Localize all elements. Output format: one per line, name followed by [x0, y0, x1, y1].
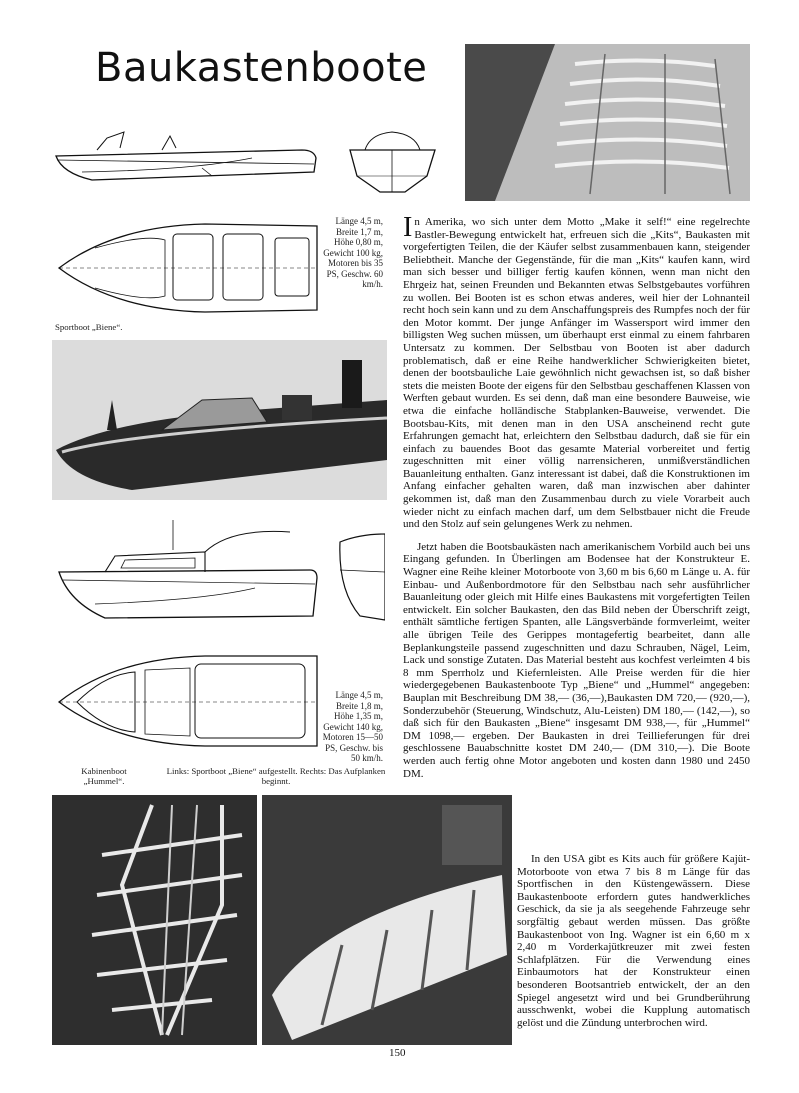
- hummel-side-profile-drawing: [55, 520, 320, 625]
- drop-cap: I: [403, 212, 413, 243]
- hummel-specs: Länge 4,5 m, Breite 1,8 m, Höhe 1,35 m, Gewicht 140 kg, Motoren 15—50 PS, Geschw. bis 50 km/h.: [322, 690, 383, 763]
- biene-specs: Länge 4,5 m, Breite 1,7 m, Höhe 0,80 m, Gewicht 100 kg, Motoren bis 35 PS, Geschw. 60 km/h.: [323, 216, 383, 289]
- biene-frame-illustration: [52, 795, 257, 1045]
- kit-parts-photo: [465, 44, 750, 201]
- biene-side-profile-drawing: [52, 128, 320, 196]
- article-paragraph-1: In Amerika, wo sich unter dem Motto „Make it self!“ eine regelrechte Bastler-Bewegung entwickelt hat, erfreuen sich die „Kits“, Baukasten mit vorgefertigten Teilen, die der Käufer selbst zusammenbauen kann, steigender Beliebtheit. Manche der Gegenstände, für die man „Kits“ kaufen kann, wird man sich besser und billiger fertig kaufen können, wenn man nicht den Ehrgeiz hat, seinen Freunden und Bekannten etwas Selbstgebautes vorführen zu wollen. Bei Booten ist es schon etwas anderes, weil hier der Lohnanteil recht hoch sein kann und zu dem Anschaffungspreis des Rumpfes noch der für den Motor kommt. Der junge Anfänger im Wassersport wird immer den billigsten Weg suchen müssen, um überhaupt erst einmal zu einem fahrbaren Untersatz zu kommen. Der Selbstbau von Booten ist aber dadurch problematisch, daß er eine Reihe handwerklicher Schwierigkeiten bietet, denen der bootsbauliche Laie gewöhnlich nicht gewachsen ist, so daß bisher stets die meisten Boote der eigens für den Selbstbau geschaffenen Klassen von Werften gebaut wurden. Es sei denn, daß man eine besondere Bauweise, wie etwa die einfache holländische Stabplanken-Bauweise, verwendet. Die Bootsbau-Kits, mit denen man in den USA anscheinend recht gute Erfahrungen gemacht hat, erleichtern den Selbstbau dadurch, daß sie für ein einfach zu bauendes Boot das gesamte Material vorbereitet und fertig zugeschnitten mit einer völlig narrensicheren, unmißverständlichen Bauanleitung enthalten. Ganz interessant ist dabei, daß die Konstruktionen im Anfang einfacher gehalten waren, daß man inzwischen aber dahinter gekommen ist, daß man den Zusammenbau durch zu viele Vorarbeit auch wieder nicht zu einfach machen darf, um dem Selbstbauer nicht die Freude und den Stolz auf sein gelungenes Werk zu nehmen.: [403, 212, 750, 531]
- hummel-caption: Kabinenboot „Hummel“.: [81, 766, 127, 786]
- planking-illustration: [262, 795, 512, 1045]
- biene-caption: Sportboot „Biene“.: [55, 322, 123, 332]
- planking-photo: [262, 795, 512, 1045]
- page-number: 150: [389, 1047, 406, 1059]
- biene-top-view-drawing: [55, 218, 323, 318]
- kit-parts-illustration: [465, 44, 750, 201]
- article-body: [403, 212, 750, 780]
- page-title: Baukastenboote: [95, 45, 428, 91]
- article-body-continued: [517, 853, 750, 1029]
- biene-front-view-drawing: [345, 128, 440, 196]
- article-paragraph-3: In den USA gibt es Kits auch für größere Kajüt-Motorboote von etwa 7 bis 8 m Länge für das Sportfischen in den Küstengewässern. Diese Baukastenboote erfordern gutes handwerkliches Geschick, da sie ja als seegehende Fahrzeuge sehr sorgfältig gebaut werden müssen. Das größte Baukastenboot von Ing. Wagner ist ein 6,60 m x 2,40 m Vorderkajütkreuzer mit zwei festen Schlafplätzen. Für die Verwendung eines Einbaumotors hat der Konstrukteur einen besonderen Bootsantrieb entwickelt, der an den Spiegel angesetzt wird und bei Grundberührung ausschwenkt, wobei die Kupplung automatisch gelöst und die Zündung unterbrochen wird.: [517, 853, 750, 1029]
- hummel-front-view-drawing: [330, 530, 385, 625]
- article-paragraph-2: Jetzt haben die Bootsbaukästen nach amerikanischem Vorbild auch bei uns Eingang gefunden. In Überlingen am Bodensee hat der Konstrukteur E. Wagner eine Reihe kleiner Motorboote von 3,60 m bis 6,60 m Länge u. A. für Einbau- und Außenbordmotore für den Selbstbau nach sehr ausführlicher Bauanleitung oder gleich mit Hilfe eines Baukastens mit vorgefertigten Teilen entwickelt. Ein solcher Baukasten, den das Bild neben der Überschrift zeigt, enthält sämtliche fertigen Spanten, alle Längsverbände formverleimt, weiter alle übrigen Teile des Gerippes montagefertig bearbeitet, dann alle Beplankungsteile passend zugeschnitten und dazu Schrauben, Nägel, Leim, Lack und sonstige Zutaten. Das Material besteht aus kochfest verleimten 4 bis 8 mm Sperrholz und Kiefernleisten. Alle Preise werden für die hier wiedergegebenen Baukastenboote Typ „Biene“ und „Hummel“ angegeben: Bauplan mit Beschreibung DM 38,— (36,—),Baukasten DM 720,— (920,—), Sonderzubehör (Steuerung, Windschutz, Alu-Leisten) DM 180,— (142,—), so daß sich für den Baukasten „Biene“ insgesamt DM 938,—, für „Hummel“ DM 1098,— ergeben. Der Baukasten in drei Teillieferungen für drei geschlossene Bauabschnitte kostet DM 240,— (DM 310,—). Die Boote werden auch fertig ohne Motor angeboten und kosten dann 1980 und 2450 DM.: [403, 540, 750, 780]
- photos-caption: Links: Sportboot „Biene“ aufgestellt. Rechts: Das Aufplanken beginnt.: [166, 766, 386, 786]
- biene-boat-illustration: [52, 340, 387, 500]
- biene-boat-photo: [52, 340, 387, 500]
- hummel-top-view-drawing: [55, 650, 323, 752]
- biene-frame-photo: [52, 795, 257, 1045]
